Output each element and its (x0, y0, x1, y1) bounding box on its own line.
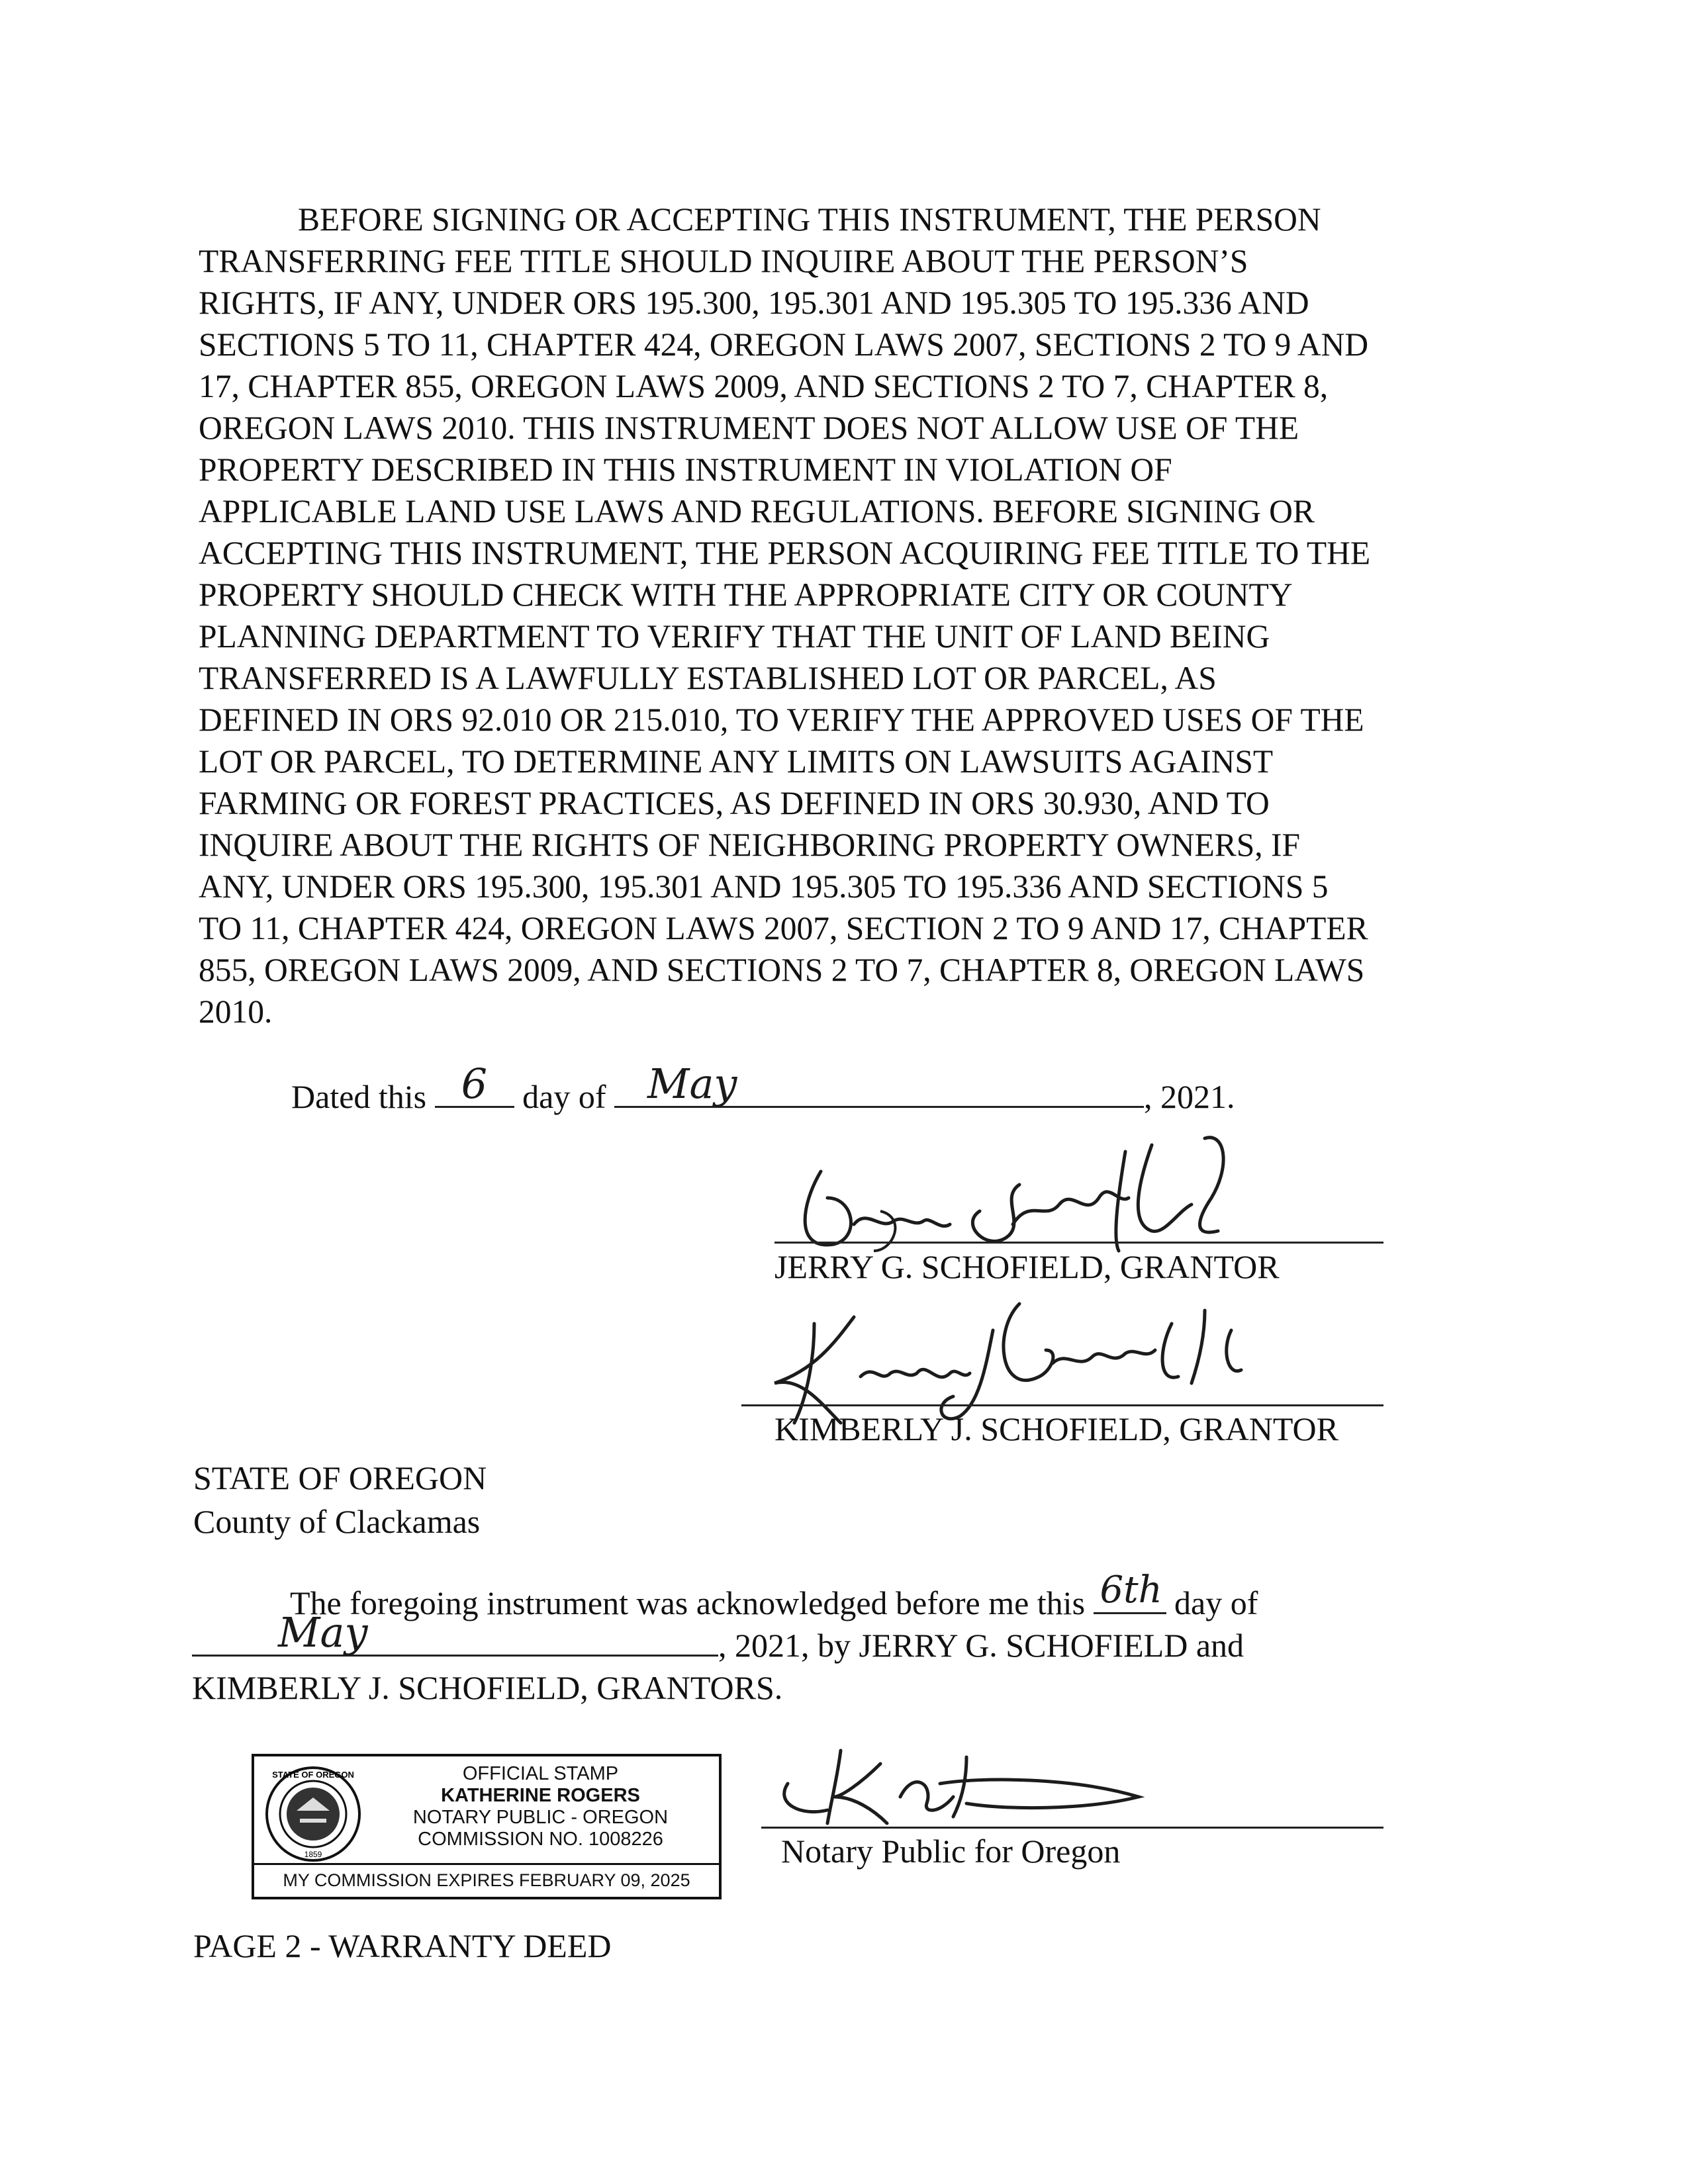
disclosure-line: PROPERTY DESCRIBED IN THIS INSTRUMENT IN VIOLATION OF (199, 451, 1172, 488)
acknowledgment-text-3: , 2021, by JERRY G. SCHOFIELD and (718, 1627, 1244, 1664)
disclosure-line: ANY, UNDER ORS 195.300, 195.301 AND 195.305 TO 195.336 AND SECTIONS 5 (199, 868, 1329, 905)
handwritten-ack-month: May (278, 1608, 368, 1657)
dated-prefix: Dated this (291, 1078, 427, 1115)
stamp-title: OFFICIAL STAMP (462, 1763, 619, 1784)
stamp-expiration: MY COMMISSION EXPIRES FEBRUARY 09, 2025 (254, 1863, 719, 1897)
disclosure-line: APPLICABLE LAND USE LAWS AND REGULATIONS. BEFORE SIGNING OR (199, 493, 1315, 529)
stamp-notary-public: NOTARY PUBLIC - OREGON (412, 1807, 669, 1828)
handwritten-month: May (647, 1060, 737, 1108)
disclosure-line: PLANNING DEPARTMENT TO VERIFY THAT THE UNIT OF LAND BEING (199, 618, 1270, 655)
notary-public-label: Notary Public for Oregon (781, 1833, 1121, 1870)
handwritten-ack-day: 6th (1100, 1569, 1162, 1612)
stamp-text (367, 1763, 714, 1850)
dated-suffix: , 2021. (1143, 1078, 1235, 1115)
acknowledgment-row-3 (192, 1666, 1450, 1709)
disclosure-line: BEFORE SIGNING OR ACCEPTING THIS INSTRUMENT, THE PERSON (298, 201, 1321, 238)
dated-middle: day of (522, 1078, 606, 1115)
ack-month-blank (192, 1608, 718, 1657)
disclosure-line: 855, OREGON LAWS 2009, AND SECTIONS 2 TO 7, CHAPTER 8, OREGON LAWS (199, 952, 1365, 988)
disclosure-line: RIGHTS, IF ANY, UNDER ORS 195.300, 195.301 AND 195.305 TO 195.336 AND (199, 285, 1309, 321)
disclosure-line: ACCEPTING THIS INSTRUMENT, THE PERSON ACQUIRING FEE TITLE TO THE (199, 535, 1371, 571)
disclosure-line: PROPERTY SHOULD CHECK WITH THE APPROPRIATE CITY OR COUNTY (199, 576, 1293, 613)
disclosure-line: TRANSFERRING FEE TITLE SHOULD INQUIRE ABOUT THE PERSON’S (199, 243, 1248, 279)
disclosure-line: OREGON LAWS 2010. THIS INSTRUMENT DOES NOT ALLOW USE OF THE (199, 410, 1299, 446)
venue-county: County of Clackamas (193, 1503, 481, 1540)
statutory-disclosure-paragraph (199, 199, 1496, 1032)
acknowledgment-row-2 (192, 1608, 1450, 1666)
acknowledgment-block (192, 1569, 1450, 1709)
page-footer: PAGE 2 - WARRANTY DEED (193, 1927, 612, 1964)
dated-line (291, 1060, 1235, 1116)
disclosure-line: INQUIRE ABOUT THE RIGHTS OF NEIGHBORING PROPERTY OWNERS, IF (199, 827, 1301, 863)
grantor-2-signature-line (741, 1404, 1383, 1406)
stamp-notary-name: KATHERINE ROGERS (441, 1785, 640, 1806)
disclosure-line: 17, CHAPTER 855, OREGON LAWS 2009, AND SECTIONS 2 TO 7, CHAPTER 8, (199, 368, 1329, 404)
venue-block (193, 1456, 487, 1543)
disclosure-line: SECTIONS 5 TO 11, CHAPTER 424, OREGON LAWS 2007, SECTIONS 2 TO 9 AND (199, 326, 1369, 363)
notary-signature (768, 1737, 1178, 1830)
month-blank (614, 1060, 1144, 1108)
notary-signature-line (761, 1827, 1383, 1829)
venue-state: STATE OF OREGON (193, 1459, 487, 1496)
disclosure-line: FARMING OR FOREST PRACTICES, AS DEFINED IN ORS 30.930, AND TO (199, 785, 1270, 821)
disclosure-line: TO 11, CHAPTER 424, OREGON LAWS 2007, SECTION 2 TO 9 AND 17, CHAPTER (199, 910, 1368, 946)
oregon-state-seal (263, 1764, 363, 1864)
disclosure-line: DEFINED IN ORS 92.010 OR 215.010, TO VERIFY THE APPROVED USES OF THE (199, 702, 1364, 738)
seal-year: 1859 (304, 1850, 322, 1859)
disclosure-line: LOT OR PARCEL, TO DETERMINE ANY LIMITS ON LAWSUITS AGAINST (199, 743, 1274, 780)
stamp-commission-number: COMMISSION NO. 1008226 (418, 1829, 663, 1850)
handwritten-day: 6 (461, 1060, 488, 1108)
day-blank (435, 1060, 514, 1108)
acknowledgment-row-1 (192, 1569, 1450, 1624)
grantor-1-name: JERRY G. SCHOFIELD, GRANTOR (774, 1248, 1280, 1285)
ack-day-blank (1094, 1569, 1166, 1614)
disclosure-line: 2010. (199, 993, 273, 1030)
disclosure-line: TRANSFERRED IS A LAWFULLY ESTABLISHED LOT OR PARCEL, AS (199, 660, 1217, 696)
grantor-1-signature-line (774, 1242, 1383, 1244)
acknowledgment-text-1: The foregoing instrument was acknowledged before me this (290, 1584, 1086, 1621)
official-notary-stamp (252, 1754, 722, 1899)
acknowledgment-text-2: day of (1174, 1584, 1258, 1621)
seal-text: STATE OF OREGON (272, 1770, 354, 1780)
acknowledgment-text-4: KIMBERLY J. SCHOFIELD, GRANTORS. (192, 1669, 783, 1706)
grantor-2-name: KIMBERLY J. SCHOFIELD, GRANTOR (774, 1410, 1339, 1447)
